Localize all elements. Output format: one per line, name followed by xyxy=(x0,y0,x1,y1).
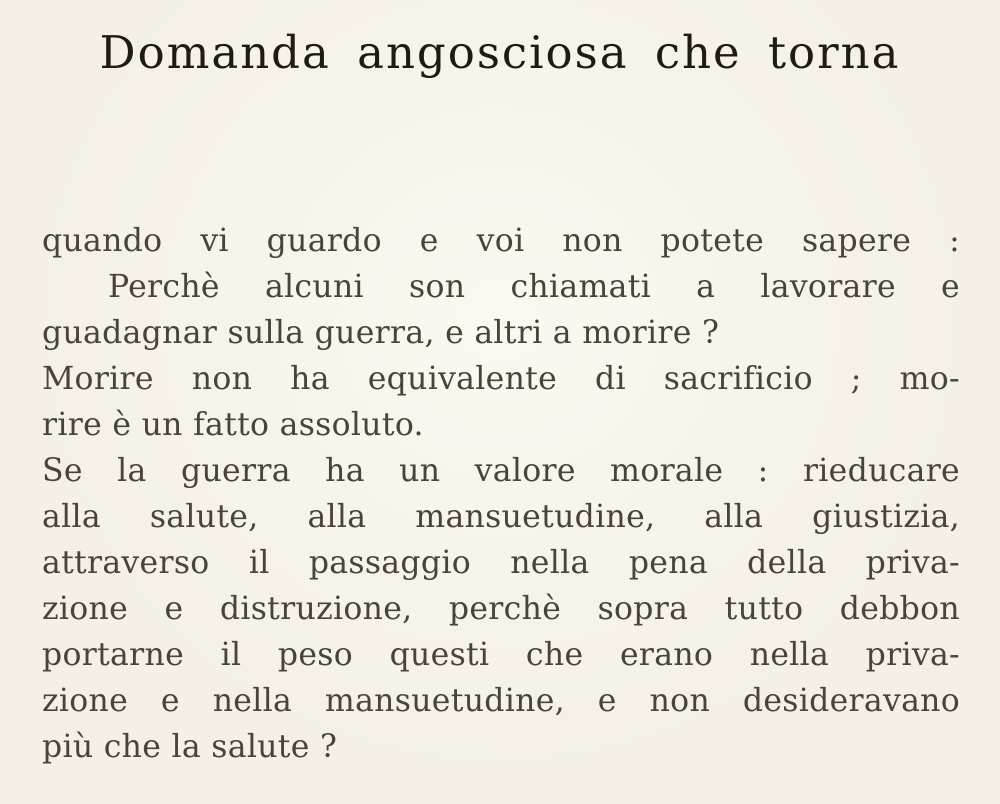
body-text xyxy=(42,218,960,770)
text-line: Perchè alcuni son chiamati a lavorare e xyxy=(108,269,960,305)
text-line: zione e nella mansuetudine, e non desideravano xyxy=(42,683,960,719)
text-line: zione e distruzione, perchè sopra tutto debbon xyxy=(42,591,960,627)
text-line: attraverso il passaggio nella pena della priva- xyxy=(42,545,960,581)
text-line: più che la salute ? xyxy=(42,729,338,765)
text-line: quando vi guardo e voi non potete sapere : xyxy=(42,223,960,259)
text-line: Se la guerra ha un valore morale : rieducare xyxy=(42,453,960,489)
text-line: portarne il peso questi che erano nella priva- xyxy=(42,637,960,673)
text-line: Morire non ha equivalente di sacrificio ; mo- xyxy=(42,361,960,397)
text-line: rire è un fatto assoluto. xyxy=(42,407,424,443)
text-line: guadagnar sulla guerra, e altri a morire ? xyxy=(42,315,720,351)
page-title: Domanda angosciosa che torna xyxy=(99,26,901,79)
text-line: alla salute, alla mansuetudine, alla giustizia, xyxy=(42,499,960,535)
